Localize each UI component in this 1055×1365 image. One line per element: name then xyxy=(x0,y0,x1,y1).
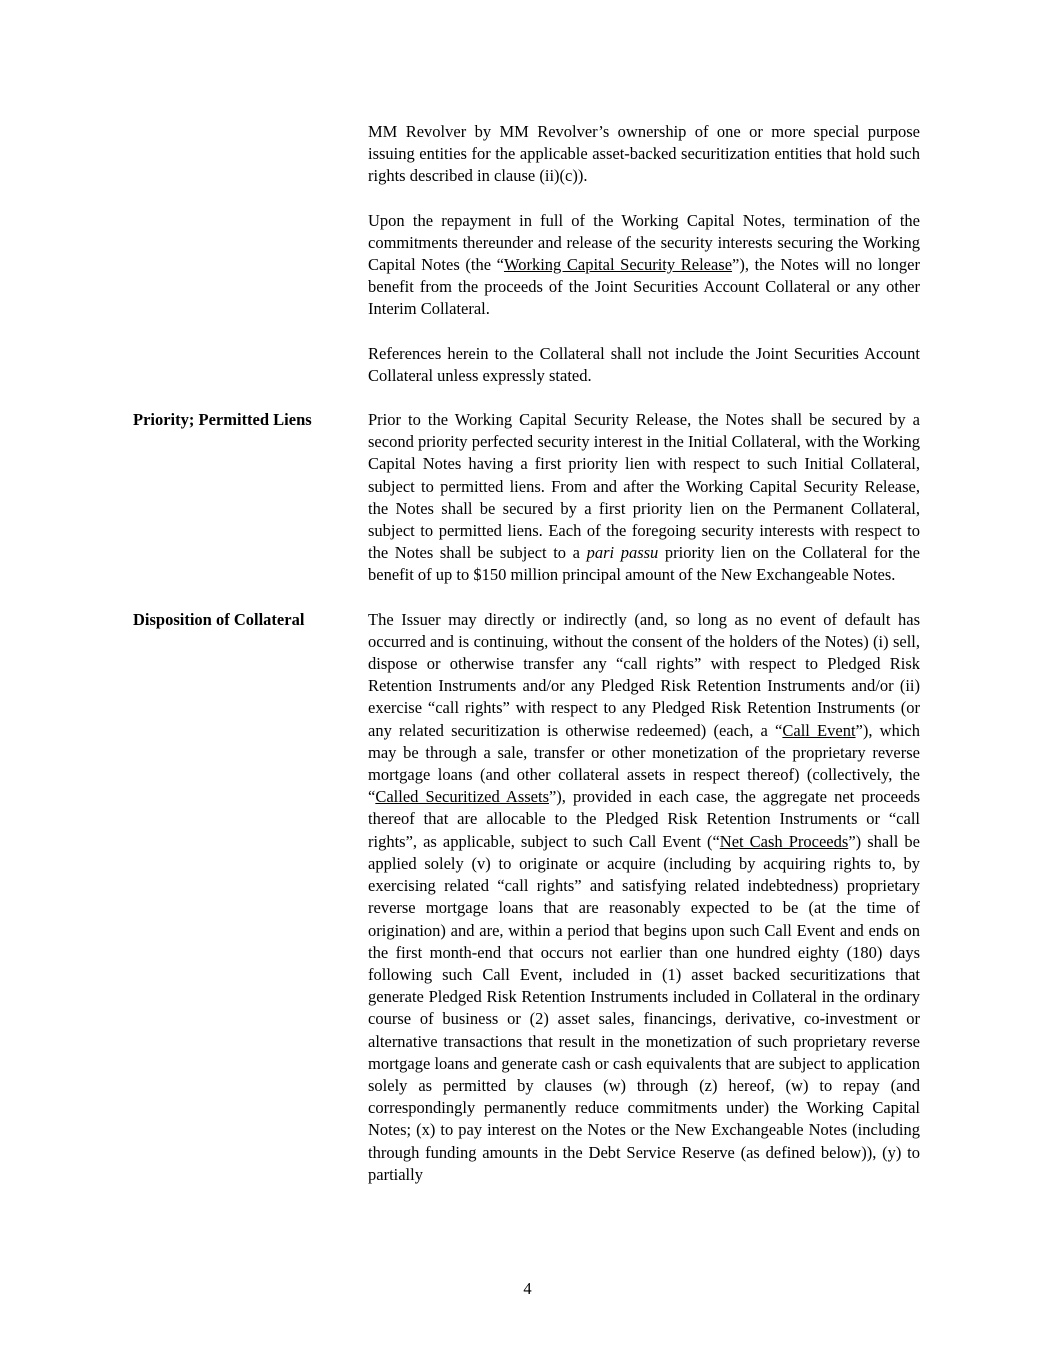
defined-term: Working Capital Security Release xyxy=(503,255,733,275)
section-disposition-of-collateral xyxy=(133,609,920,1208)
text-run: ”), which may be through a sale, transfer or other monetization of the proprietary reverse mortgage loans (and other collateral assets in respect thereof) (collectively, the “ xyxy=(368,720,920,807)
italic-phrase: pari passu xyxy=(586,543,659,563)
paragraph-references xyxy=(368,343,920,387)
text-run: ”) shall be applied solely (v) to originate or acquire (including by acquiring rights to, by exercising related “call rights” and satisfying related indebtedness) proprietary reverse mortgage loans that are reasonably expected to be (at the time of origination) and are, within a period that begins upon such Call Event and ends on the first month-end that occurs not earlier than one hundred eighty (180) days following such Call Event, included in (1) asset backed securitizations that generate Pledged Risk Retention Instruments included in Collateral in the ordinary course of business or (2) asset sales, financings, derivative, co-investment or alternative transactions that result in the monetization of such proprietary reverse mortgage loans and generate cash or cash equivalents that are subject to application solely as permitted by clauses (w) through (z) hereof, (w) to repay (and correspondingly permanently reduce commitments under) the Working Capital Notes; (x) to pay interest on the Notes or the New Exchangeable Notes (including through funding amounts in the Debt Service Reserve (as defined below)), (y) to partially xyxy=(368,831,920,1184)
paragraph-disposition xyxy=(368,609,920,1186)
paragraph-working-capital-release xyxy=(368,210,920,321)
section-label: Priority; Permitted Liens xyxy=(133,410,312,430)
paragraph-continuation xyxy=(368,121,920,188)
text-run: priority lien on the Collateral for the benefit of up to $150 million principal amount of the New Exchangeable Notes. xyxy=(368,543,920,585)
defined-term: Called Securitized Assets xyxy=(375,787,549,807)
continuation-section xyxy=(133,121,920,409)
text-run: Prior to the Working Capital Security Release, the Notes shall be secured by a second priority perfected security interest in the Initial Collateral, with the Working Capital Notes having a first priority lien with respect to such Initial Collateral, subject to permitted liens. From and after the Working Capital Security Release, the Notes shall be secured by a first priority lien on the Permanent Collateral, subject to permitted liens. Each of the foregoing security interests with respect to the Notes shall be subject to a xyxy=(368,410,920,563)
section-priority-permitted-liens xyxy=(133,409,920,609)
text-run: Upon the repayment in full of the Working Capital Notes, termination of the commitments thereunder and release of the security interests securing the Working Capital Notes (the “ xyxy=(368,210,920,275)
text-run: References herein to the Collateral shall not include the Joint Securities Account Collateral unless expressly stated. xyxy=(368,343,920,385)
text-run: ”), provided in each case, the aggregate net proceeds thereof that are allocable to the Pledged Risk Retention Instruments or “call rights”, as applicable, subject to such Call Event (“ xyxy=(368,787,920,851)
text-run: The Issuer may directly or indirectly (and, so long as no event of default has occurred and is continuing, without the consent of the holders of the Notes) (i) sell, dispose or otherwise transfer any “call rights” with respect to Pledged Risk Retention Instruments and/or any Pledged Risk Retention Instruments and/or (ii) exercise “call rights” with respect to any Pledged Risk Retention Instruments (or any related securitization is otherwise redeemed) (each, a “ xyxy=(368,609,920,740)
text-run: ”), the Notes will no longer benefit from the proceeds of the Joint Securities Account Collateral or any other Interim Collateral. xyxy=(368,255,920,319)
defined-term: Call Event xyxy=(782,720,856,740)
paragraph-priority xyxy=(368,409,920,587)
page-number: 4 xyxy=(523,1279,532,1298)
text-run: MM Revolver by MM Revolver’s ownership of one or more special purpose issuing entities for the applicable asset-backed securitization entities that hold such rights described in clause (ii)(c)). xyxy=(368,122,920,186)
section-label: Disposition of Collateral xyxy=(133,609,305,629)
defined-term: Net Cash Proceeds xyxy=(719,831,849,851)
